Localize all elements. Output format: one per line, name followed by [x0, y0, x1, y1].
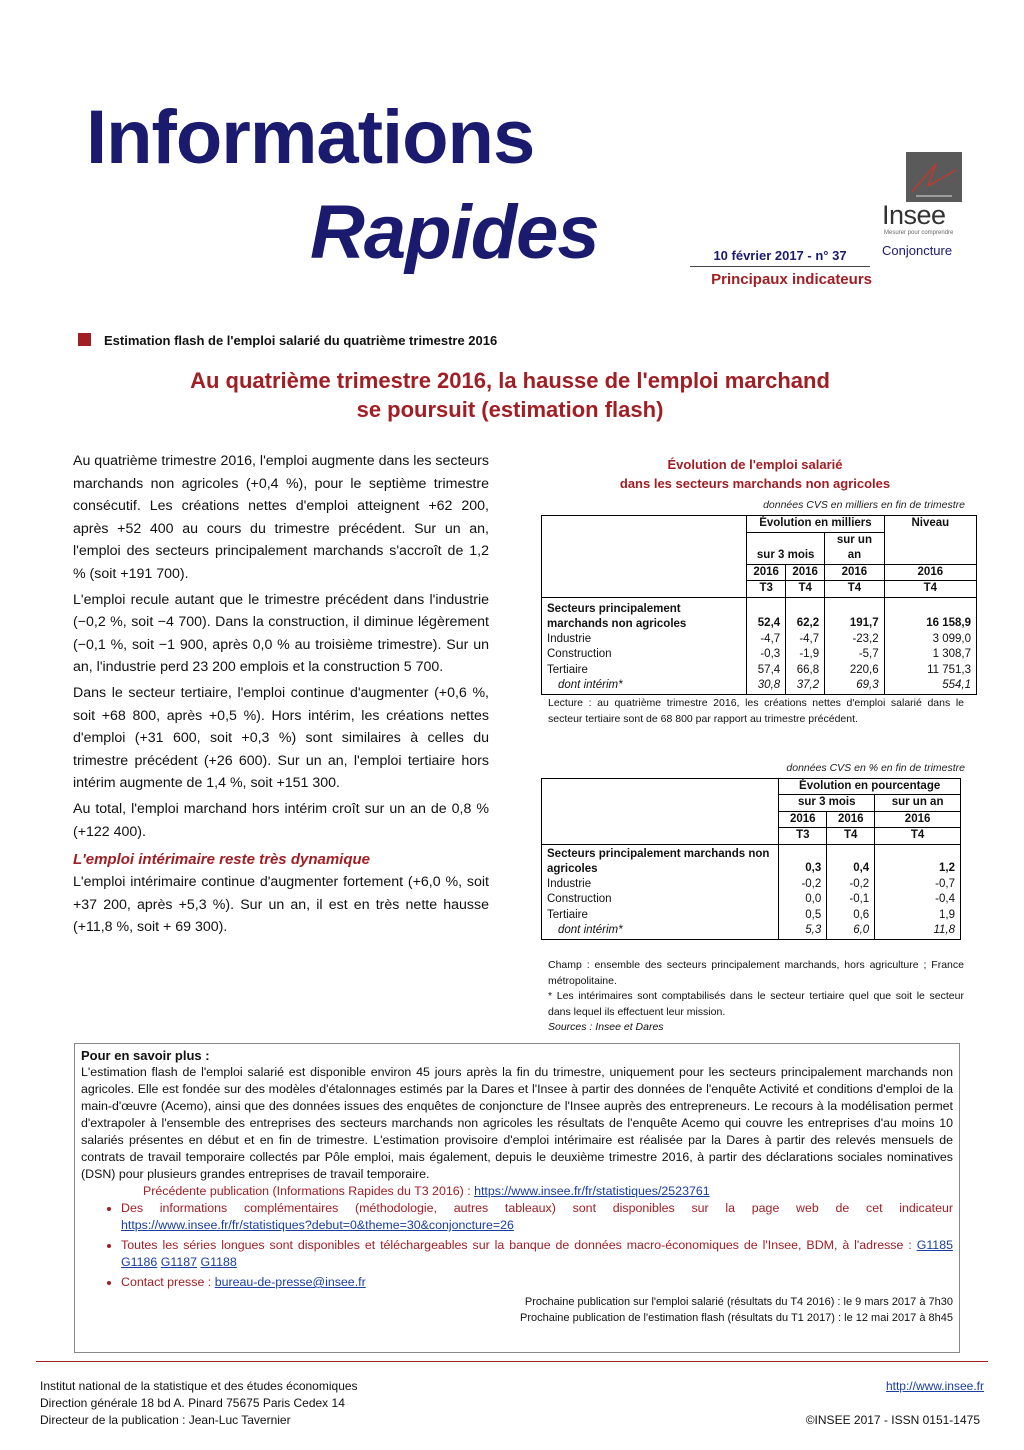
table2-interim-note: * Les intérimaires sont comptabilisés dans le secteur tertiaire quel que soit le secteur dans lequel ils effectuent leur mission.	[548, 990, 964, 1018]
table1-cell: 11 751,3	[884, 663, 976, 679]
table1-year: 2016	[825, 564, 885, 581]
table1-title-line-1: Évolution de l'emploi salarié	[667, 457, 843, 472]
table1-year: 2016	[786, 564, 825, 581]
table1-cell: 3 099,0	[884, 632, 976, 648]
insee-logo-icon	[906, 152, 962, 202]
table1-quarter: T4	[786, 581, 825, 598]
table1-cell: 220,6	[825, 663, 885, 679]
headline-line-1: Au quatrième trimestre 2016, la hausse de l'emploi marchand	[190, 368, 830, 393]
table1-cell: -1,9	[786, 647, 825, 663]
table1-cell: 66,8	[786, 663, 825, 679]
table-row	[542, 877, 961, 893]
previous-publication	[81, 1183, 953, 1200]
table2-header-3mois: sur 3 mois	[779, 795, 875, 812]
masthead-title-rapides: Rapides	[310, 190, 599, 275]
contact-label: Contact presse :	[121, 1275, 212, 1289]
body-text	[73, 450, 489, 942]
table-row	[542, 647, 977, 663]
table-row	[542, 908, 961, 924]
insee-logo-subtitle: Conjoncture	[882, 243, 953, 258]
table2-cell: 6,0	[827, 923, 875, 939]
table2-cell: -0,4	[875, 892, 961, 908]
bdm-link-g1188[interactable]: G1188	[200, 1255, 237, 1269]
paragraph: Dans le secteur tertiaire, l'emploi continue d'augmenter (+0,6 %, soit +68 800, après +0,5 %). Hors intérim, les créations nettes d'emploi (+31 600, soit +0,3 %) sont similaires à celles du trimestre précédent (+26 600). Sur un an, l'emploi tertiaire hors intérim augmente de 1,4 %, soit +151 300.	[73, 684, 489, 792]
table1-cell: -4,7	[747, 632, 786, 648]
table1-cell: 554,1	[884, 678, 976, 694]
headline	[120, 366, 900, 424]
table1-row-label: Secteurs principalement marchands non agricoles	[542, 597, 747, 632]
table1-cell: 69,3	[825, 678, 885, 694]
table2-cell: -0,7	[875, 877, 961, 893]
table1-title-line-2: dans les secteurs marchands non agricoles	[619, 476, 891, 491]
table2-year: 2016	[827, 811, 875, 828]
table2-cell: -0,1	[827, 892, 875, 908]
table1-cell: 16 158,9	[884, 597, 976, 632]
series-label: Principaux indicateurs	[711, 271, 872, 288]
kicker-square-icon	[78, 333, 91, 346]
table1	[541, 515, 977, 695]
footer-copyright: ©INSEE 2017 - ISSN 0151-1475	[805, 1413, 980, 1427]
table-row	[542, 844, 961, 877]
table1-quarter: T4	[825, 581, 885, 598]
table2-champ-note: Champ : ensemble des secteurs principalement marchands, hors agriculture ; France métropolitaine.	[548, 959, 964, 987]
table1-row-label: dont intérim*	[542, 678, 747, 694]
table2-cell: 0,3	[779, 844, 827, 877]
table1-row-label: Industrie	[542, 632, 747, 648]
previous-publication-link[interactable]: https://www.insee.fr/fr/statistiques/2523761	[474, 1184, 710, 1198]
section-heading-interim: L'emploi intérimaire reste très dynamique	[73, 851, 370, 869]
table1-cell: -5,7	[825, 647, 885, 663]
table-row	[542, 923, 961, 939]
table2	[541, 778, 961, 940]
kicker: Estimation flash de l'emploi salarié du quatrième trimestre 2016	[104, 333, 498, 348]
table2-row-label: Secteurs principalement marchands non agricoles	[542, 844, 779, 877]
press-contact-link[interactable]: bureau-de-presse@insee.fr	[214, 1275, 366, 1289]
table2-header-an: sur un an	[875, 795, 961, 812]
series-text: Toutes les séries longues sont disponibles et téléchargeables sur la banque de données macro-économiques de l'Insee, BDM, à l'adresse :	[121, 1238, 912, 1252]
footer-address: Direction générale 18 bd A. Pinard 75675 Paris Cedex 14	[40, 1396, 345, 1410]
more-info-box	[74, 1043, 960, 1353]
table1-cell: 37,2	[786, 678, 825, 694]
table1-cell: 191,7	[825, 597, 885, 632]
table2-cell: 0,4	[827, 844, 875, 877]
table1-unit-note: données CVS en milliers en fin de trimestre	[763, 499, 965, 511]
table2-cell: 0,6	[827, 908, 875, 924]
table1-cell: -23,2	[825, 632, 885, 648]
table2-row-label: Tertiaire	[542, 908, 779, 924]
table2-cell: 5,3	[779, 923, 827, 939]
table2-row-label: Construction	[542, 892, 779, 908]
previous-publication-label: Précédente publication (Informations Rapides du T3 2016) :	[143, 1184, 471, 1198]
table2-cell: -0,2	[779, 877, 827, 893]
table2-cell: 1,9	[875, 908, 961, 924]
list-item	[121, 1237, 953, 1271]
footer-director: Directeur de la publication : Jean-Luc Tavernier	[40, 1413, 291, 1427]
table2-cell: 11,8	[875, 923, 961, 939]
footer-right	[780, 1378, 984, 1395]
table1-header-niveau: Niveau	[884, 516, 976, 533]
table2-cell: 0,5	[779, 908, 827, 924]
table2-year: 2016	[779, 811, 827, 828]
table1-row-label: Tertiaire	[542, 663, 747, 679]
footer-institute: Institut national de la statistique et des études économiques	[40, 1379, 358, 1393]
table2-quarter: T4	[827, 828, 875, 845]
table2-quarter: T3	[779, 828, 827, 845]
table1-reading-note: Lecture : au quatrième trimestre 2016, les créations nettes d'emploi salarié dans le secteur tertiaire sont de 68 800 par rapport au trimestre précédent.	[548, 697, 964, 725]
table1-cell: 1 308,7	[884, 647, 976, 663]
table1-quarter: T3	[747, 581, 786, 598]
table1-title	[570, 455, 940, 493]
footer-divider	[36, 1361, 988, 1362]
table1-header-an: sur un an	[825, 532, 885, 564]
table1-cell: 62,2	[786, 597, 825, 632]
paragraph: L'emploi recule autant que le trimestre précédent dans l'industrie (−0,2 %, soit −4 700). Dans la construction, il diminue légèrement (−0,1 %, soit −1 900, après 0,0 % au troisième trimestre). Sur un an, l'industrie perd 23 200 emplois et la construction 5 700.	[73, 591, 489, 676]
more-info-title: Pour en savoir plus :	[81, 1048, 210, 1063]
table2-unit-note: données CVS en % en fin de trimestre	[786, 762, 965, 774]
more-info-text: L'estimation flash de l'emploi salarié est disponible environ 45 jours après la fin du trimestre, uniquement pour les secteurs principalement marchands non agricoles. Elle est fondée sur des modèles d'étalonnages estimés par la Dares et l'Insee à partir des données de l'enquête Activité et conditions d'emploi de la main-d'œuvre (Acemo), ainsi que des données issues des enquêtes de conjoncture de l'Insee auprès des entrepreneurs. Le recours à la modélisation permet d'extrapoler à l'ensemble des entreprises des secteurs marchands non agricoles les résultats de l'enquête Acemo qui couvre les entreprises d'au moins 10 salariés présentes en début et en fin de trimestre. L'estimation provisoire d'emploi intérimaire est réalisée par la Dares à partir des relevés mensuels de contrats de travail temporaire collectés par Pôle emploi, mais également, depuis le deuxième trimestre 2016, à partir des déclarations sociales nominatives (DSN) pour plusieurs grandes entreprises de travail temporaire.	[81, 1065, 953, 1181]
table1-header-3mois: sur 3 mois	[747, 532, 825, 564]
insee-logo-tagline: Mesurer pour comprendre	[884, 230, 954, 236]
table-row	[542, 678, 977, 694]
headline-line-2: se poursuit (estimation flash)	[356, 397, 664, 422]
indicator-page-link[interactable]: https://www.insee.fr/fr/statistiques?debut=0&theme=30&conjoncture=26	[121, 1218, 514, 1232]
footer-left	[40, 1378, 358, 1429]
masthead-title-informations: Informations	[86, 95, 535, 180]
table2-cell: -0,2	[827, 877, 875, 893]
table1-cell: 57,4	[747, 663, 786, 679]
bdm-link-g1186[interactable]: G1186	[121, 1255, 158, 1269]
insee-website-link[interactable]: http://www.insee.fr	[885, 1379, 984, 1393]
list-item	[121, 1200, 953, 1234]
table-row	[542, 892, 961, 908]
table-row	[542, 632, 977, 648]
table2-notes	[548, 958, 964, 1036]
table1-cell: -4,7	[786, 632, 825, 648]
table2-quarter: T4	[875, 828, 961, 845]
table2-row-label: dont intérim*	[542, 923, 779, 939]
insee-logo-text: Insee	[882, 200, 946, 230]
table1-year: 2016	[747, 564, 786, 581]
table1-cell: 52,4	[747, 597, 786, 632]
table2-header-evolution: Évolution en pourcentage	[779, 779, 961, 795]
next-publication-1: Prochaine publication sur l'emploi salarié (résultats du T4 2016) : le 9 mars 2017 à 7h30	[524, 1296, 953, 1308]
table1-quarter: T4	[884, 581, 976, 598]
table1-year: 2016	[884, 564, 976, 581]
paragraph: Au quatrième trimestre 2016, l'emploi augmente dans les secteurs marchands non agricoles (+0,4 %), pour le septième trimestre consécutif. Les créations nettes d'emploi atteignent +62 200, après +52 400 au cours du trimestre précédent. Sur un an, l'emploi des secteurs principalement marchands s'accroît de 1,2 % (soit +191 700).	[73, 453, 489, 582]
table-row	[542, 597, 977, 632]
table-row	[542, 663, 977, 679]
table2-sources: Sources : Insee et Dares	[548, 1021, 664, 1033]
more-info-list	[81, 1200, 953, 1291]
issue-date-number: 10 février 2017 - n° 37	[713, 248, 847, 263]
table2-row-label: Industrie	[542, 877, 779, 893]
next-publication-2: Prochaine publication de l'estimation flash (résultats du T1 2017) : le 12 mai 2017 à 8h45	[520, 1312, 953, 1324]
table1-cell: -0,3	[747, 647, 786, 663]
info-text: Des informations complémentaires (méthodologie, autres tableaux) sont disponibles sur la page web de cet indicateur	[121, 1201, 953, 1215]
table2-cell: 0,0	[779, 892, 827, 908]
bdm-link-g1185[interactable]: G1185	[916, 1238, 953, 1252]
table1-cell: 30,8	[747, 678, 786, 694]
table2-year: 2016	[875, 811, 961, 828]
table2-cell: 1,2	[875, 844, 961, 877]
bdm-link-g1187[interactable]: G1187	[160, 1255, 198, 1269]
table1-row-label: Construction	[542, 647, 747, 663]
paragraph: L'emploi intérimaire continue d'augmenter fortement (+6,0 %, soit +37 200, après +5,3 %). Sur un an, il est en très nette hausse (+11,8 %, soit + 69 300).	[73, 874, 489, 936]
paragraph: Au total, l'emploi marchand hors intérim croît sur un an de 0,8 % (+122 400).	[73, 800, 489, 840]
list-item	[121, 1274, 953, 1291]
masthead-divider	[690, 266, 870, 267]
table1-header-evolution: Évolution en milliers	[747, 516, 884, 533]
